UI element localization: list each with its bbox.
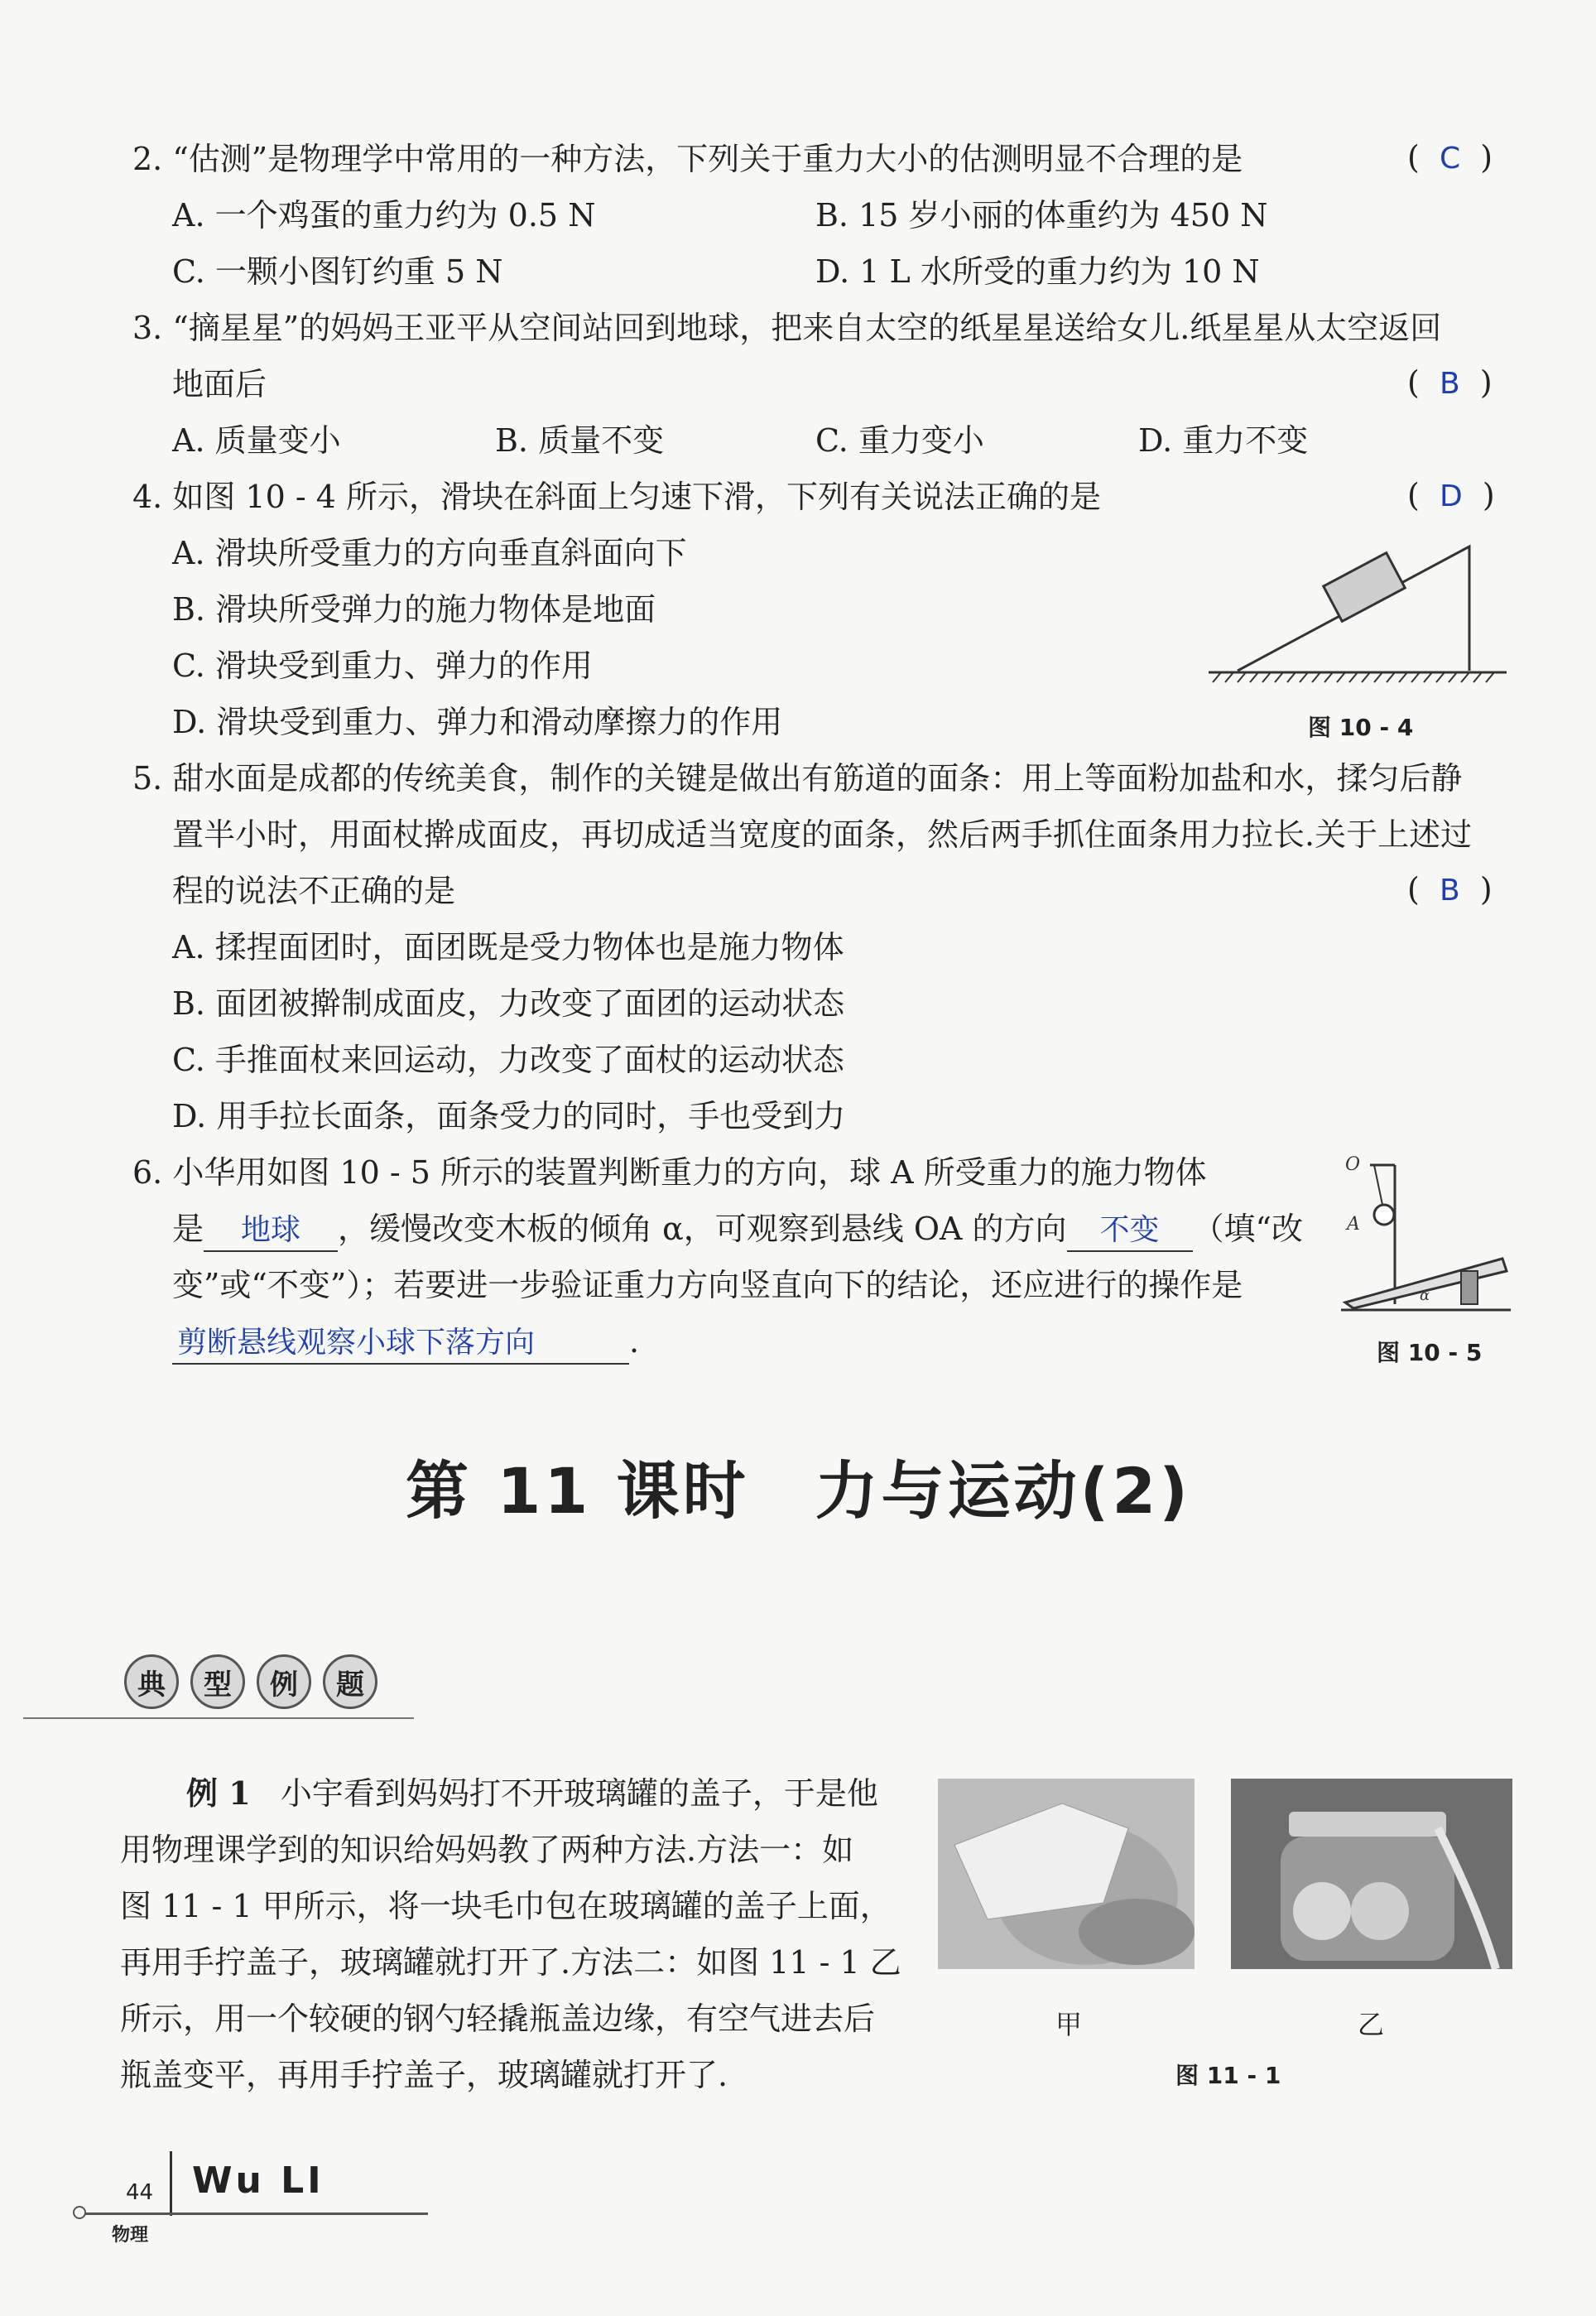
label-alpha: α [1420,1287,1430,1304]
q3-stem-cont: 地面后 [172,366,267,402]
q6-stem-line-3: 变”或“不变”）；若要进一步验证重力方向竖直向下的结论，还应进行的操作是 [172,1267,1243,1303]
label-o: O [1345,1154,1361,1175]
figure-10-5-caption: 图 10 - 5 [1377,1339,1483,1366]
page-number: 44 [126,2180,154,2205]
q3-stem: 3. “摘星星”的妈妈王亚平从空间站回到地球，把来自太空的纸星星送给女儿.纸星星从太空返回 [132,310,1442,346]
q4-option-a: A. 滑块所受重力的方向垂直斜面向下 [172,535,687,571]
footer-brand: Wu LI [192,2160,324,2202]
suspension-line [1374,1165,1382,1205]
example-line-5: 所示，用一个较硬的钢勺轻撬瓶盖边缘，有空气进去后 [120,2001,876,2037]
q5-option-c: C. 手推面杖来回运动，力改变了面杖的运动状态 [172,1042,844,1078]
q3-option-a: A. 质量变小 [172,422,341,459]
q4-answer: D [1439,479,1463,513]
photo-towel-jar [938,1779,1195,1969]
photo-right-label: 乙 [1358,2009,1385,2040]
figure-10-4-caption: 图 10 - 4 [1308,714,1414,741]
q6-blank-1: 地球 [204,1211,338,1252]
footer-subject: 物理 [112,2224,149,2246]
example-line-1 [186,1774,878,1813]
q2-option-b: B. 15 岁小丽的体重约为 450 N [815,197,1268,234]
support-stand [1370,1165,1395,1304]
q3-option-b: B. 质量不变 [495,422,665,459]
q4-answer-box: ( D ) [1407,477,1495,513]
example-line-3: 图 11 - 1 甲所示，将一块毛巾包在玻璃罐的盖子上面， [120,1888,892,1924]
q6-stem-line-2 [172,1209,1303,1252]
badge-char-2: 型 [190,1654,245,1709]
q3-answer-box: ( B ) [1407,364,1493,401]
figure-11-1-caption: 图 11 - 1 [1175,2062,1281,2089]
pendulum-figure [1337,1147,1515,1317]
q6-text-a: 是 [172,1211,204,1247]
q3-option-d: D. 重力不变 [1138,422,1309,459]
q2-option-c: C. 一颗小图钉约重 5 N [172,253,503,290]
q6-end: . [629,1323,640,1360]
incline-figure [1204,530,1511,687]
q6-blank-3: 剪断悬线观察小球下落方向 [172,1323,629,1365]
badge-char-3: 例 [257,1654,311,1709]
q5-option-d: D. 用手拉长面条，面条受力的同时，手也受到力 [172,1098,846,1134]
q2-answer: C [1439,142,1461,176]
q2-answer-box: ( C ) [1407,139,1493,176]
q6-text-b: ，缓慢改变木板的倾角 α，可观察到悬线 OA 的方向 [338,1211,1067,1247]
q5-answer: B [1439,874,1460,908]
q6-stem-line-1: 6. 小华用如图 10 - 5 所示的装置判断重力的方向，球 A 所受重力的施力物体 [132,1154,1207,1191]
footer-rule [76,2212,428,2215]
example-section-badge [124,1654,377,1709]
label-a: A [1347,1214,1360,1235]
photo-left-label: 甲 [1055,2009,1083,2040]
ball-a [1374,1205,1394,1225]
section-title: 第 11 课时 力与运动(2) [406,1454,1192,1528]
q4-option-b: B. 滑块所受弹力的施力物体是地面 [172,591,656,628]
q3-answer: B [1439,367,1460,401]
example-line-2: 用物理课学到的知识给妈妈教了两种方法.方法一：如 [120,1832,854,1868]
badge-char-4: 题 [323,1654,377,1709]
q5-option-b: B. 面团被擀制成面皮，力改变了面团的运动状态 [172,985,845,1022]
q6-stem-line-4 [172,1322,639,1365]
q5-answer-box: ( B ) [1407,871,1493,908]
q2-option-d: D. 1 L 水所受的重力约为 10 N [815,253,1260,290]
q6-text-c: （填“改 [1192,1211,1303,1247]
badge-underline [23,1717,414,1719]
photo-spoon-jar [1231,1779,1512,1969]
q4-option-d: D. 滑块受到重力、弹力和滑动摩擦力的作用 [172,704,783,740]
example-line-4: 再用手拧盖子，玻璃罐就打开了.方法二：如图 11 - 1 乙 [120,1944,901,1981]
footer-divider [170,2151,172,2216]
q3-option-c: C. 重力变小 [815,422,984,459]
q2-option-a: A. 一个鸡蛋的重力约为 0.5 N [172,197,596,234]
ground-hatching [1209,672,1507,682]
spoon-jar-illustration [1231,1779,1512,1969]
badge-char-1: 典 [124,1654,179,1709]
q5-stem-line-2: 置半小时，用面杖擀成面皮，再切成适当宽度的面条，然后两手抓住面条用力拉长.关于上述过 [172,816,1473,853]
example-label: 例 1 [186,1774,251,1812]
q5-stem-line-3: 程的说法不正确的是 [172,873,456,909]
slider-block [1324,553,1405,622]
example-line-6: 瓶盖变平，再用手拧盖子，玻璃罐就打开了. [120,2057,728,2093]
towel-jar-illustration [938,1779,1195,1969]
q4-stem: 4. 如图 10 - 4 所示，滑块在斜面上匀速下滑，下列有关说法正确的是 [132,479,1102,515]
q4-option-c: C. 滑块受到重力、弹力的作用 [172,648,593,684]
q5-option-a: A. 揉捏面团时，面团既是受力物体也是施力物体 [172,929,844,965]
q5-stem-line-1: 5. 甜水面是成都的传统美食，制作的关键是做出有筋道的面条：用上等面粉加盐和水，揉匀后静 [132,760,1463,797]
example-line-1-text: 小宇看到妈妈打不开玻璃罐的盖子，于是他 [280,1775,878,1812]
q2-stem: 2. “估测”是物理学中常用的一种方法，下列关于重力大小的估测明显不合理的是 [132,141,1243,177]
footer-dot [73,2206,86,2219]
q6-blank-2: 不变 [1067,1211,1193,1252]
